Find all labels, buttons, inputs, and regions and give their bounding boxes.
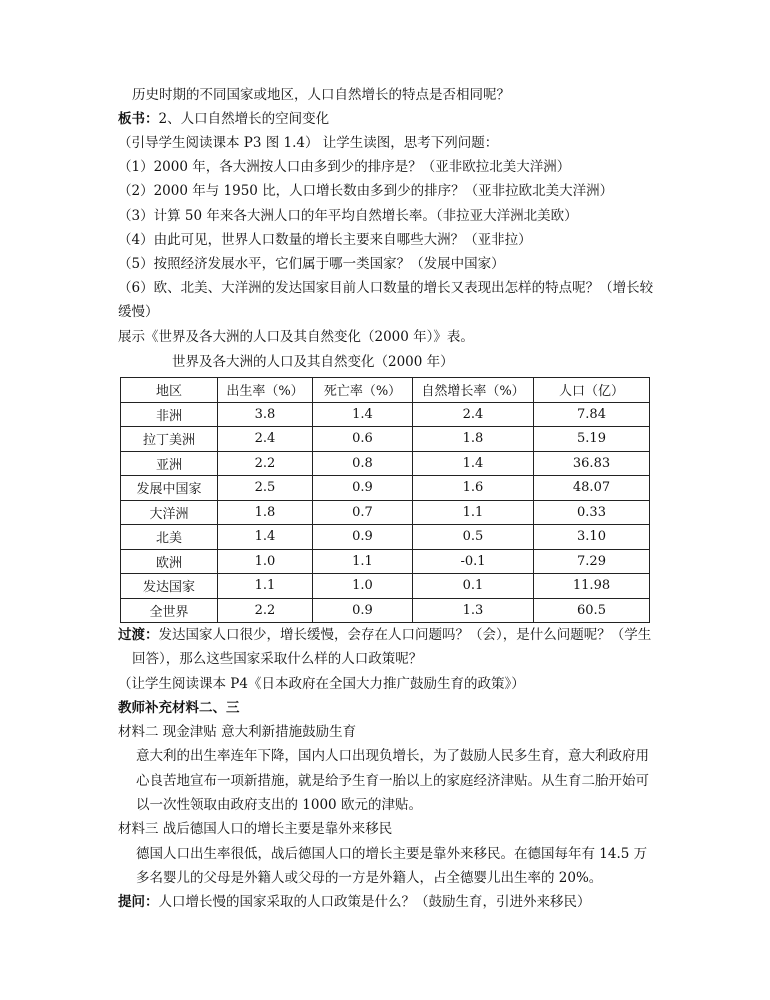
cell-natural-growth: -0.1 xyxy=(413,549,534,574)
material-2-title: 材料二 现金津贴 意大利新措施鼓励生育 xyxy=(118,724,357,740)
cell-natural-growth: 1.4 xyxy=(413,451,534,476)
cell-population: 5.19 xyxy=(534,427,650,452)
population-table xyxy=(120,377,650,623)
question-label: 提问： xyxy=(118,894,159,910)
cell-death-rate: 1.4 xyxy=(313,402,413,427)
cell-population: 36.83 xyxy=(534,451,650,476)
cell-natural-growth: 0.5 xyxy=(413,525,534,550)
cell-death-rate: 0.9 xyxy=(313,598,413,623)
header-natural-growth: 自然增长率（%） xyxy=(413,378,534,403)
cell-death-rate: 0.6 xyxy=(313,427,413,452)
table-row xyxy=(121,500,650,525)
cell-population: 3.10 xyxy=(534,525,650,550)
table-row xyxy=(121,598,650,623)
cell-death-rate: 0.9 xyxy=(313,525,413,550)
cell-region: 大洋洲 xyxy=(121,500,218,525)
header-region: 地区 xyxy=(121,378,218,403)
cell-region: 亚洲 xyxy=(121,451,218,476)
cell-birth-rate: 1.4 xyxy=(218,525,313,550)
cell-natural-growth: 1.3 xyxy=(413,598,534,623)
transition-note xyxy=(118,625,651,645)
show-table-note: 展示《世界及各大洲的人口及其自然变化（2000 年）》表。 xyxy=(118,329,474,345)
board-text: 2、人口自然增长的空间变化 xyxy=(158,111,330,127)
transition-text: 发达国家人口很少，增长缓慢，会存在人口问题吗？（会），是什么问题呢？（学生 xyxy=(158,627,652,643)
cell-natural-growth: 1.1 xyxy=(413,500,534,525)
transition-continued: 回答），那么这些国家采取什么样的人口政策呢？ xyxy=(132,651,423,667)
table-row xyxy=(121,476,650,501)
cell-birth-rate: 1.1 xyxy=(218,574,313,599)
cell-death-rate: 0.9 xyxy=(313,476,413,501)
cell-region: 发达国家 xyxy=(121,574,218,599)
cell-birth-rate: 2.2 xyxy=(218,451,313,476)
header-population: 人口（亿） xyxy=(534,378,650,403)
header-death-rate: 死亡率（%） xyxy=(313,378,413,403)
table-row xyxy=(121,574,650,599)
cell-population: 7.29 xyxy=(534,549,650,574)
reading-note: （让学生阅读课本 P4《日本政府在全国大力推广鼓励生育的政策》） xyxy=(118,676,525,692)
cell-natural-growth: 2.4 xyxy=(413,402,534,427)
cell-population: 60.5 xyxy=(534,598,650,623)
transition-label: 过渡： xyxy=(118,627,159,643)
material-3-title: 材料三 战后德国人口的增长主要是靠外来移民 xyxy=(118,821,393,837)
question-6-line-1: （6）欧、北美、大洋洲的发达国家目前人口数量的增长又表现出怎样的特点呢？（增长较 xyxy=(118,280,654,296)
cell-natural-growth: 1.6 xyxy=(413,476,534,501)
question-5: （5）按照经济发展水平，它们属于哪一类国家？（发展中国家） xyxy=(118,256,505,272)
table-row xyxy=(121,525,650,550)
question-6-line-2: 缓慢） xyxy=(118,304,159,320)
material-2-line-2: 心良苦地宣布一项新措施，就是给予生育一胎以上的家庭经济津贴。从生育二胎开始可 xyxy=(136,773,649,789)
board-label: 板书： xyxy=(118,111,159,127)
cell-birth-rate: 2.4 xyxy=(218,427,313,452)
table-caption: 世界及各大洲的人口及其自然变化（2000 年） xyxy=(172,354,454,370)
question-3: （3）计算 50 年来各大洲人口的年平均自然增长率。（非拉亚大洋洲北美欧） xyxy=(118,208,578,224)
cell-region: 全世界 xyxy=(121,598,218,623)
cell-birth-rate: 2.2 xyxy=(218,598,313,623)
material-2-line-3: 以一次性领取由政府支出的 1000 欧元的津贴。 xyxy=(136,797,422,813)
supplement-heading: 教师补充材料二、三 xyxy=(118,700,240,716)
table-row xyxy=(121,427,650,452)
cell-death-rate: 1.0 xyxy=(313,574,413,599)
material-3-line-1: 德国人口出生率很低，战后德国人口的增长主要是靠外来移民。在德国每年有 14.5 万 xyxy=(136,846,648,862)
cell-natural-growth: 1.8 xyxy=(413,427,534,452)
cell-death-rate: 0.8 xyxy=(313,451,413,476)
cell-region: 非洲 xyxy=(121,402,218,427)
guide-note: （引导学生阅读课本 P3 图 1.4） 让学生读图，思考下列问题： xyxy=(118,135,499,151)
table-row xyxy=(121,451,650,476)
cell-region: 北美 xyxy=(121,525,218,550)
cell-population: 7.84 xyxy=(534,402,650,427)
cell-population: 48.07 xyxy=(534,476,650,501)
question-prompt xyxy=(118,892,591,912)
cell-region: 欧洲 xyxy=(121,549,218,574)
question-text: 人口增长慢的国家采取的人口政策是什么？（鼓励生育，引进外来移民） xyxy=(158,894,591,910)
cell-birth-rate: 1.0 xyxy=(218,549,313,574)
material-3-line-2: 多名婴儿的父母是外籍人或父母的一方是外籍人，占全德婴儿出生率的 20%。 xyxy=(136,870,603,886)
cell-birth-rate: 3.8 xyxy=(218,402,313,427)
cell-birth-rate: 1.8 xyxy=(218,500,313,525)
table-row xyxy=(121,549,650,574)
cell-region: 拉丁美洲 xyxy=(121,427,218,452)
material-2-line-1: 意大利的出生率连年下降，国内人口出现负增长，为了鼓励人民多生育，意大利政府用 xyxy=(136,748,649,764)
intro-question: 历史时期的不同国家或地区，人口自然增长的特点是否相同呢？ xyxy=(132,87,510,103)
question-4: （4）由此可见，世界人口数量的增长主要来自哪些大洲？（亚非拉） xyxy=(118,232,532,248)
board-note xyxy=(118,109,329,129)
table-row xyxy=(121,402,650,427)
cell-population: 11.98 xyxy=(534,574,650,599)
table-header-row xyxy=(121,378,650,403)
header-birth-rate: 出生率（%） xyxy=(218,378,313,403)
cell-natural-growth: 0.1 xyxy=(413,574,534,599)
cell-death-rate: 1.1 xyxy=(313,549,413,574)
question-1: （1）2000 年，各大洲按人口由多到少的排序是？（亚非欧拉北美大洋洲） xyxy=(118,159,571,175)
cell-population: 0.33 xyxy=(534,500,650,525)
cell-birth-rate: 2.5 xyxy=(218,476,313,501)
cell-death-rate: 0.7 xyxy=(313,500,413,525)
question-2: （2）2000 年与 1950 比，人口增长数由多到少的排序？（亚非拉欧北美大洋洲） xyxy=(118,183,614,199)
cell-region: 发展中国家 xyxy=(121,476,218,501)
